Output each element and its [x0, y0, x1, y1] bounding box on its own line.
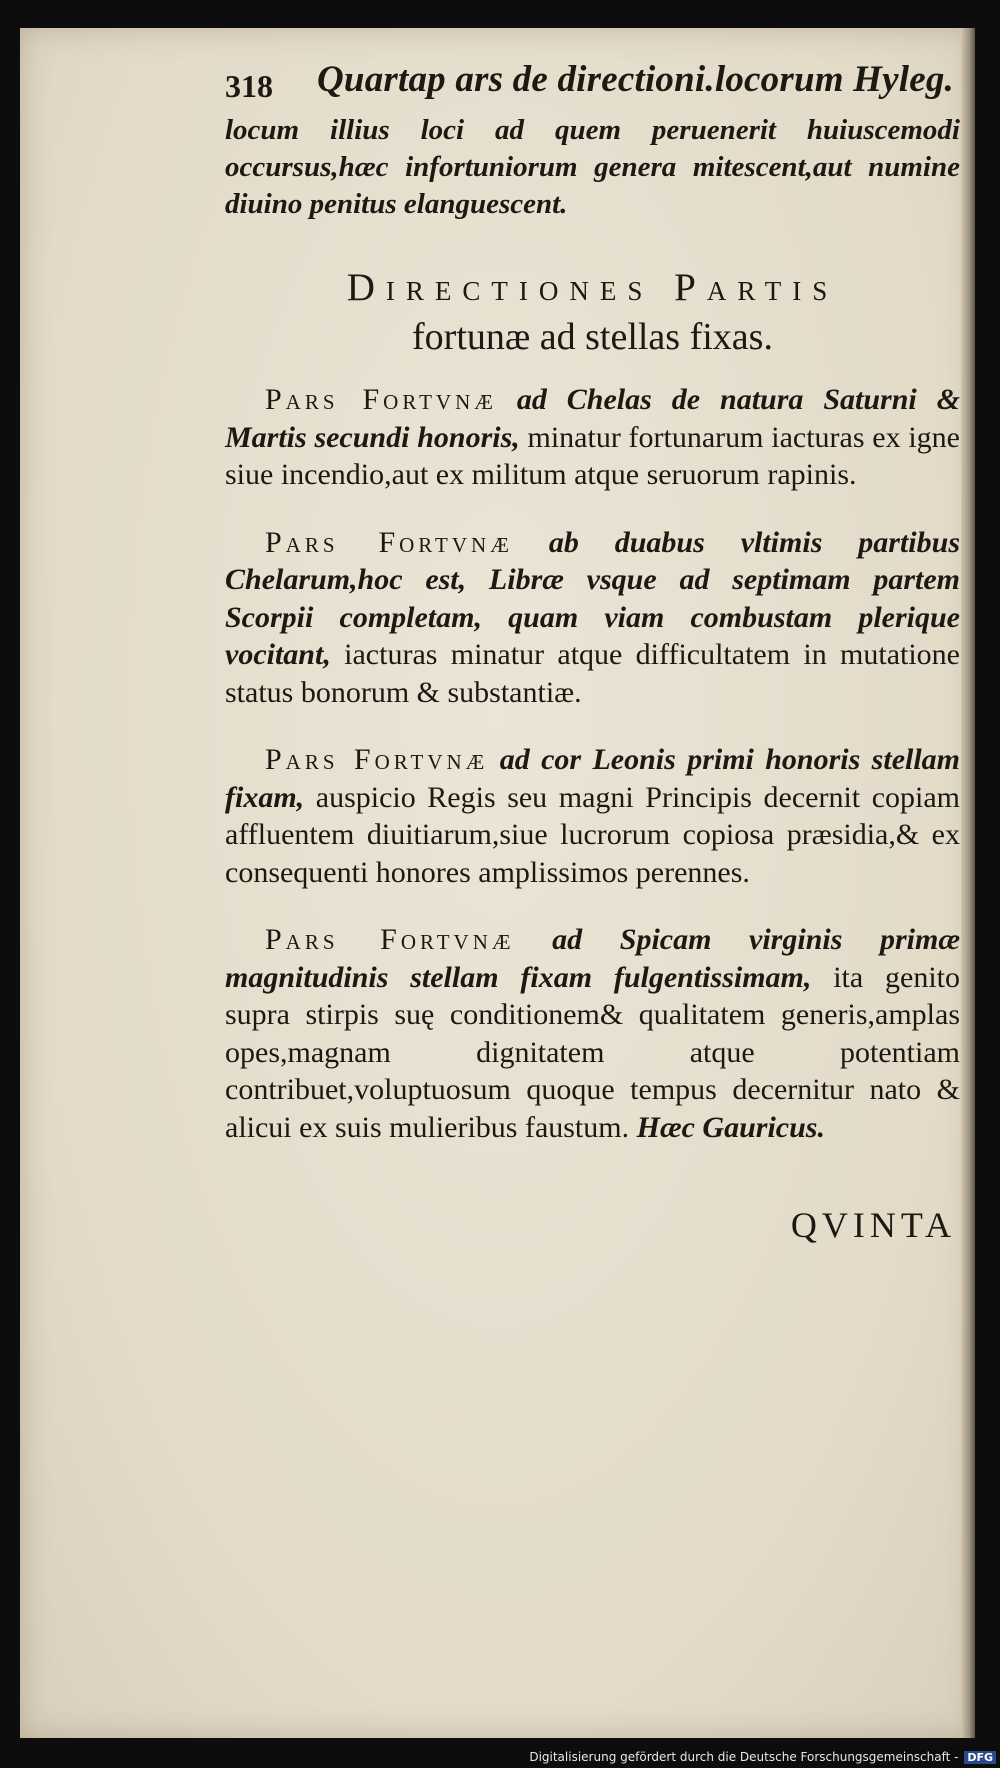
- running-head-title: Quartap ars de directioni.locorum Hyleg.: [317, 59, 954, 100]
- paragraph-3: [225, 741, 960, 891]
- paragraph-closing: Hæc Gauricus.: [636, 1110, 825, 1144]
- paragraph-text: auspicio Regis seu magni Principis decernit copiam affluentem diuitiarum,siue lucrorum copiosa præsidia,& ex consequenti honores amplissimos perennes.: [225, 780, 961, 889]
- catchword: QVINTA: [790, 1205, 956, 1245]
- credit-text: Digitalisierung gefördert durch die Deutsche Forschungsgemeinschaft -: [529, 1750, 959, 1764]
- paragraph-italic: ad Chelas de natura Saturni & Martis secundi honoris,: [225, 383, 961, 454]
- paragraph-lead: Pars Fortvnæ: [265, 383, 497, 416]
- paragraph-italic: ad Spicam virginis primæ magnitudinis stellam fixam fulgentissimam,: [225, 923, 960, 994]
- paragraph-italic: ab duabus vltimis partibus Chelarum,hoc est, Libræ vsque ad septimam partem Scorpii completam, quam viam combustam plerique vocitant,: [225, 525, 960, 671]
- paragraph-lead: Pars Fortvnæ: [265, 923, 515, 956]
- carryover-paragraph: locum illius loci ad quem peruenerit huiuscemodi occursus,hæc infortuniorum genera mitescent,aut numine diuino penitus elanguescent.: [225, 114, 960, 220]
- paragraph-1: [225, 381, 960, 494]
- page-text-block: [225, 50, 960, 1246]
- dfg-logo: DFG: [964, 1751, 996, 1764]
- running-head: [225, 50, 960, 110]
- section-title: Directiones Partis: [346, 266, 839, 309]
- section-subtitle: fortunæ ad stellas fixas.: [412, 316, 773, 358]
- paragraph-italic: ad cor Leonis primi honoris stellam fixam,: [225, 743, 961, 814]
- paragraph-text: ita genito supra stirpis suę conditionem& qualitatem generis,amplas opes,magnam dignitatem atque potentiam contribuet,voluptuosum quoque tempus decernitur nato & alicui ex suis mulieribus faustum.: [225, 960, 960, 1144]
- paragraph-2: [225, 524, 960, 712]
- paragraph-lead: Pars Fortvnæ: [265, 525, 513, 559]
- paragraph-text: iacturas minatur atque difficultatem in mutatione status bonorum & substantiæ.: [225, 638, 961, 709]
- digitization-credit: [529, 1750, 996, 1764]
- page-edge: [961, 28, 975, 1738]
- paragraph-4: [225, 921, 960, 1146]
- page-number: 318: [225, 68, 273, 104]
- paragraph-lead: Pars Fortvnæ: [265, 743, 489, 776]
- paragraph-text: minatur fortunarum iacturas ex igne siue incendio,aut ex militum atque seruorum rapinis.: [225, 420, 960, 491]
